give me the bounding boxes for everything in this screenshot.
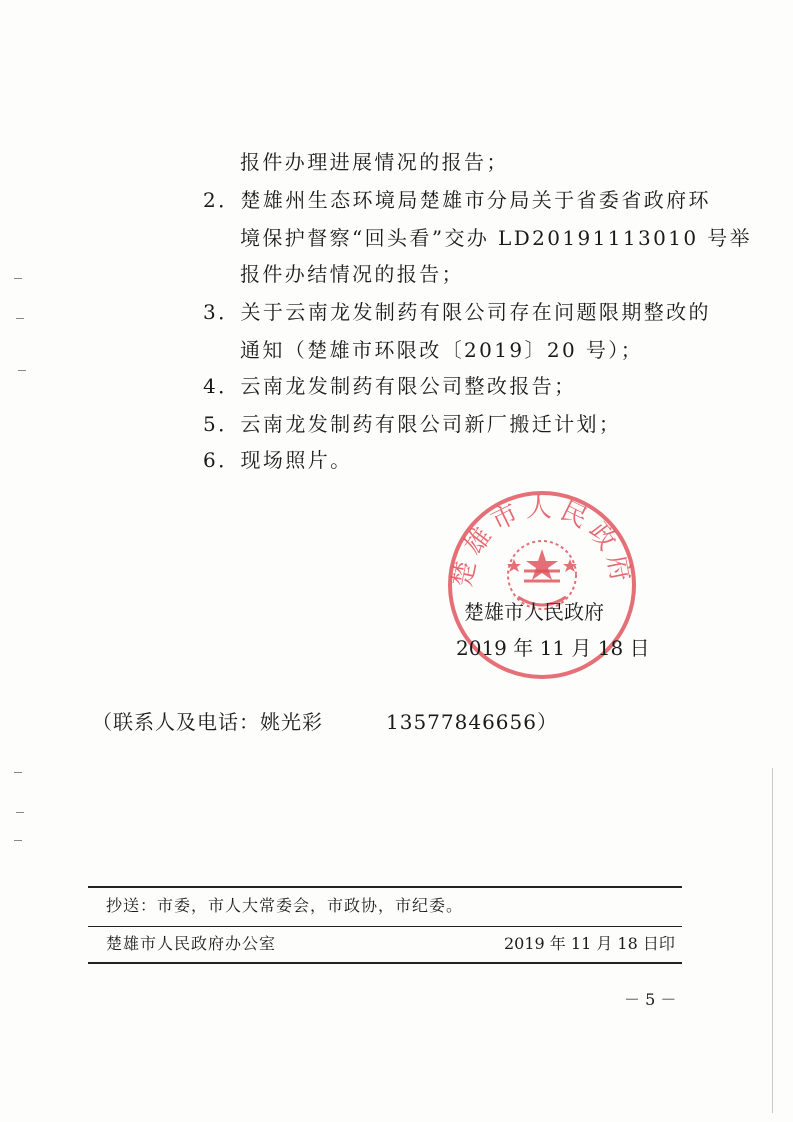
contact-info: （联系人及电话：姚光彩 13577846656） — [92, 710, 558, 734]
issuer-name: 楚雄市人民政府 — [464, 600, 604, 624]
page-number: － 5 － — [624, 990, 677, 1009]
scan-mark — [18, 370, 26, 371]
issue-date: 2019 年 11 月 18 日 — [456, 636, 650, 660]
footer-bottom-rule — [88, 962, 682, 964]
scan-mark — [16, 318, 24, 319]
scan-edge-line — [772, 768, 773, 1113]
attachment-item-6: 6．现场照片。 — [203, 448, 353, 472]
attachment-line-1: 报件办理进展情况的报告； — [240, 150, 509, 174]
cc-list: 抄送：市委，市人大常委会，市政协，市纪委。 — [106, 896, 464, 915]
seal-text: 楚雄市人民政府 — [447, 493, 637, 590]
attachment-line-6: 通知（楚雄市环限改〔2019〕20 号）； — [240, 338, 644, 362]
scan-mark — [16, 812, 24, 813]
issuing-office: 楚雄市人民政府办公室 — [106, 934, 277, 953]
scan-mark — [14, 772, 22, 773]
attachment-item-4: 4．云南龙发制药有限公司整改报告； — [203, 374, 577, 398]
footer-mid-rule — [88, 926, 682, 927]
scan-mark — [14, 278, 22, 279]
scan-mark — [14, 840, 22, 841]
attachment-line-4: 报件办结情况的报告； — [240, 262, 464, 286]
attachment-item-3: 3．关于云南龙发制药有限公司存在问题限期整改的 — [203, 300, 711, 324]
attachment-item-2: 2．楚雄州生态环境局楚雄市分局关于省委省政府环 — [203, 188, 711, 212]
attachment-line-3: 境保护督察“回头看”交办 LD20191113010 号举 — [240, 226, 753, 250]
print-date: 2019 年 11 月 18 日印 — [504, 934, 675, 953]
footer-top-rule — [88, 886, 682, 888]
attachment-item-5: 5．云南龙发制药有限公司新厂搬迁计划； — [203, 412, 622, 436]
